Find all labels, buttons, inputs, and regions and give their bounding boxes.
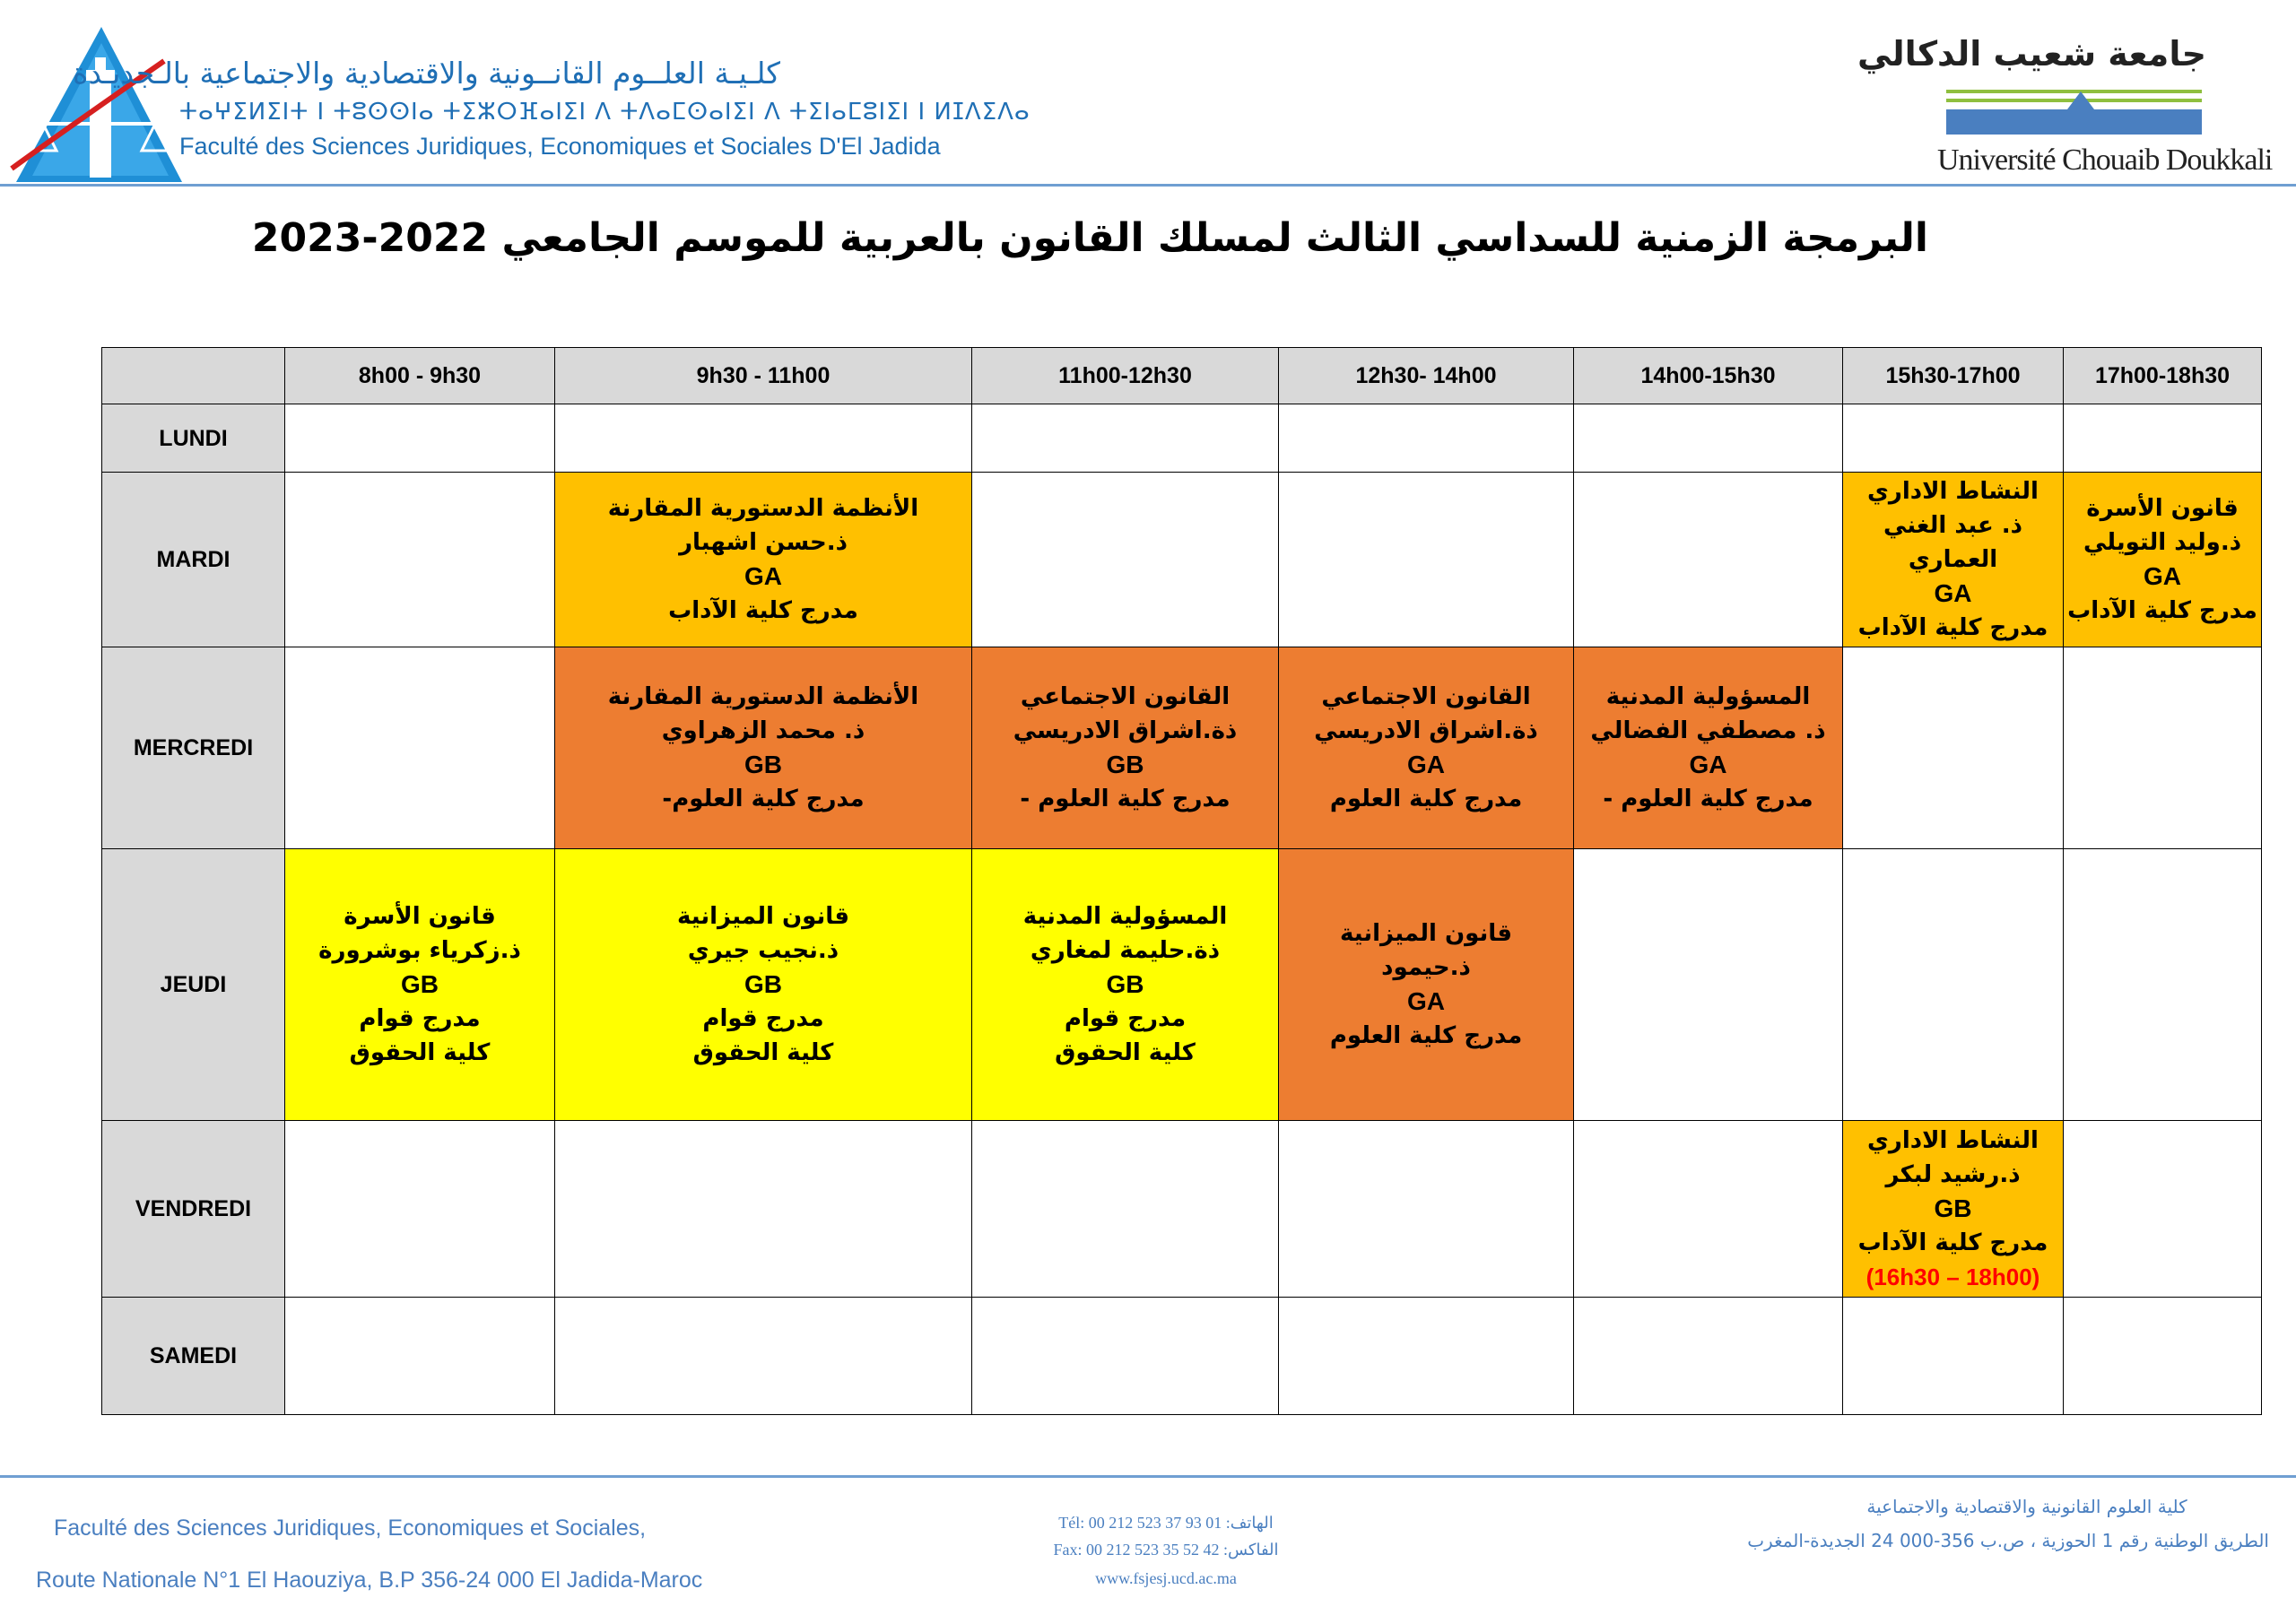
empty-cell [2064, 849, 2262, 1121]
group: GA [1689, 751, 1727, 778]
faculty-name-french: Faculté des Sciences Juridiques, Economiques et Sociales D'El Jadida [179, 133, 941, 160]
empty-cell [1279, 1121, 1574, 1298]
time-slot-header: 17h00-18h30 [2064, 348, 2262, 404]
professor: ذ.وليد التويلي [2083, 529, 2242, 556]
timetable [101, 347, 2262, 1415]
group: GB [744, 970, 782, 998]
professor: ذ.حسن اشهبار [679, 529, 848, 556]
professor: ذ. عبد الغني [1883, 512, 2022, 539]
university-logo [1946, 86, 2202, 149]
day-row [102, 473, 2262, 647]
day-row [102, 647, 2262, 849]
professor: ذ.نجيب جيري [687, 937, 839, 964]
empty-cell [555, 1298, 972, 1415]
professor: ذ. محمد الزهراوي [661, 717, 865, 744]
faculty-logo [7, 25, 182, 187]
room: مدرج كلية العلوم - [1020, 786, 1231, 812]
room: مدرج كلية العلوم- [662, 786, 865, 812]
footer-phone: Tél: 00 212 523 37 93 01 :الهاتف [1058, 1514, 1274, 1532]
day-row [102, 849, 2262, 1121]
course-name: الأنظمة الدستورية المقارنة [607, 495, 919, 522]
empty-cell [972, 473, 1279, 647]
day-row [102, 404, 2262, 473]
room: مدرج قوام [1064, 1005, 1187, 1032]
day-label: SAMEDI [102, 1298, 285, 1415]
session-cell [285, 849, 555, 1121]
empty-cell [285, 647, 555, 849]
room: مدرج قوام [702, 1005, 824, 1032]
course-name: النشاط الاداري [1867, 478, 2039, 505]
session-cell [1843, 1121, 2064, 1298]
group: GA [2144, 562, 2181, 590]
group: GB [401, 970, 439, 998]
day-label: VENDREDI [102, 1121, 285, 1298]
session-cell [972, 647, 1279, 849]
university-name-arabic: جامعة شعيب الدكالي [1857, 34, 2206, 74]
course-name: قانون الميزانية [1339, 920, 1513, 947]
empty-cell [1574, 849, 1843, 1121]
page-title: البرمجة الزمنية للسداسي الثالث لمسلك القانون بالعربية للموسم الجامعي 2022-2023 [251, 215, 1928, 261]
session-cell [972, 849, 1279, 1121]
course-name: قانون الميزانية [676, 903, 850, 930]
time-slot-header: 9h30 - 11h00 [555, 348, 972, 404]
group: GA [1934, 579, 1972, 607]
empty-cell [2064, 404, 2262, 473]
empty-cell [555, 404, 972, 473]
session-cell [555, 647, 972, 849]
professor: ذ. مصطفي الفضالي [1590, 717, 1826, 744]
session-cell [1279, 849, 1574, 1121]
footer-address-arabic: الطريق الوطنية رقم 1 الحوزية ، ص.ب 356-000 24 الجديدة-المغرب [1747, 1530, 2269, 1551]
group: GB [1934, 1194, 1972, 1222]
empty-cell [1843, 1298, 2064, 1415]
time-slot-header: 11h00-12h30 [972, 348, 1279, 404]
course-name: القانون الاجتماعي [1321, 683, 1531, 710]
professor: ذة.اشراق الادريسي [1314, 717, 1538, 744]
empty-cell [1279, 1298, 1574, 1415]
session-cell [1279, 647, 1574, 849]
university-name-french: Université Chouaib Doukkali [1937, 143, 2273, 177]
empty-cell [285, 473, 555, 647]
professor: العماري [1908, 546, 1998, 573]
room: مدرج كلية الآداب [668, 597, 858, 624]
professor: ذ.رشيد لبكر [1885, 1161, 2021, 1188]
empty-cell [972, 1298, 1279, 1415]
day-label: JEUDI [102, 849, 285, 1121]
room: مدرج كلية الآداب [1857, 1229, 2048, 1256]
room: كلية الحقوق [692, 1039, 834, 1066]
empty-cell [1843, 647, 2064, 849]
room: مدرج كلية العلوم [1329, 786, 1523, 812]
course-name: قانون الأسرة [344, 903, 496, 930]
session-cell [555, 473, 972, 647]
course-name: القانون الاجتماعي [1020, 683, 1231, 710]
empty-cell [285, 1121, 555, 1298]
day-row [102, 1298, 2262, 1415]
corner-cell [102, 348, 285, 404]
day-row [102, 1121, 2262, 1298]
faculty-name-tifinagh: ⵜⴰⵖⵉⵍⵉⵏⵜ ⵏ ⵜⵓⵙⵙⵏⴰ ⵜⵉⵣⵔⴼⴰⵏⵉⵏ ⴷ ⵜⴷⴰⵎⵙⴰⵏⵉⵏ ⴷ ⵜⵉⵏⴰⵎⵓⵏⵉⵏ ⵏ ⵍⵊⴷⵉⴷⴰ [179, 99, 1031, 126]
empty-cell [1279, 473, 1574, 647]
time-slot-header: 14h00-15h30 [1574, 348, 1843, 404]
professor: ذ.زكرياء بوشرورة [318, 937, 521, 964]
footer-address-line2: Route Nationale N°1 El Haouziya, B.P 356-24 000 El Jadida-Maroc [36, 1568, 703, 1593]
empty-cell [555, 1121, 972, 1298]
room: مدرج كلية العلوم [1329, 1022, 1523, 1049]
room: مدرج كلية الآداب [2067, 597, 2257, 624]
professor: ذ.حيمود [1381, 954, 1471, 981]
time-note: (16h30 – 18h00) [1866, 1264, 2040, 1290]
group: GA [1407, 987, 1445, 1015]
course-name: الأنظمة الدستورية المقارنة [607, 683, 919, 710]
empty-cell [1574, 1121, 1843, 1298]
time-header-row [102, 348, 2262, 404]
session-cell [2064, 473, 2262, 647]
day-label: LUNDI [102, 404, 285, 473]
footer-divider [0, 1475, 2296, 1478]
empty-cell [1574, 473, 1843, 647]
empty-cell [1843, 849, 2064, 1121]
room: مدرج كلية الآداب [1857, 614, 2048, 641]
time-slot-header: 8h00 - 9h30 [285, 348, 555, 404]
course-name: المسؤولية المدنية [1605, 683, 1811, 710]
empty-cell [1279, 404, 1574, 473]
header-divider [0, 184, 2296, 187]
course-name: المسؤولية المدنية [1022, 903, 1228, 930]
empty-cell [2064, 647, 2262, 849]
session-cell [1843, 473, 2064, 647]
empty-cell [2064, 1298, 2262, 1415]
footer-address-line1: Faculté des Sciences Juridiques, Economiques et Sociales, [54, 1515, 647, 1541]
professor: ذة.اشراق الادريسي [1013, 717, 1238, 744]
session-cell [555, 849, 972, 1121]
footer-website[interactable]: www.fsjesj.ucd.ac.ma [1095, 1569, 1237, 1587]
course-name: قانون الأسرة [2086, 495, 2239, 522]
empty-cell [1574, 404, 1843, 473]
group: GA [744, 562, 782, 590]
empty-cell [285, 1298, 555, 1415]
room: كلية الحقوق [1055, 1039, 1196, 1066]
room: كلية الحقوق [349, 1039, 491, 1066]
time-slot-header: 15h30-17h00 [1843, 348, 2064, 404]
room: مدرج قوام [359, 1005, 481, 1032]
group: GB [1106, 751, 1144, 778]
empty-cell [1843, 404, 2064, 473]
day-label: MARDI [102, 473, 285, 647]
day-label: MERCREDI [102, 647, 285, 849]
room: مدرج كلية العلوم - [1603, 786, 1813, 812]
group: GB [1106, 970, 1144, 998]
professor: ذة.حليمة لمغاري [1030, 937, 1221, 964]
group: GB [744, 751, 782, 778]
course-name: النشاط الاداري [1867, 1127, 2039, 1154]
session-cell [1574, 647, 1843, 849]
empty-cell [2064, 1121, 2262, 1298]
footer-faculty-arabic: كلية العلوم القانونية والاقتصادية والاجتماعية [1866, 1496, 2187, 1517]
footer-fax: Fax: 00 212 523 35 52 42 :الفاكس [1053, 1541, 1279, 1559]
empty-cell [972, 404, 1279, 473]
empty-cell [1574, 1298, 1843, 1415]
group: GA [1407, 751, 1445, 778]
empty-cell [285, 404, 555, 473]
time-slot-header: 12h30- 14h00 [1279, 348, 1574, 404]
faculty-name-arabic: كلـيـة العلــوم القانــونية والاقتصادية والاجتماعية بالـجديـدة [72, 56, 780, 91]
empty-cell [972, 1121, 1279, 1298]
